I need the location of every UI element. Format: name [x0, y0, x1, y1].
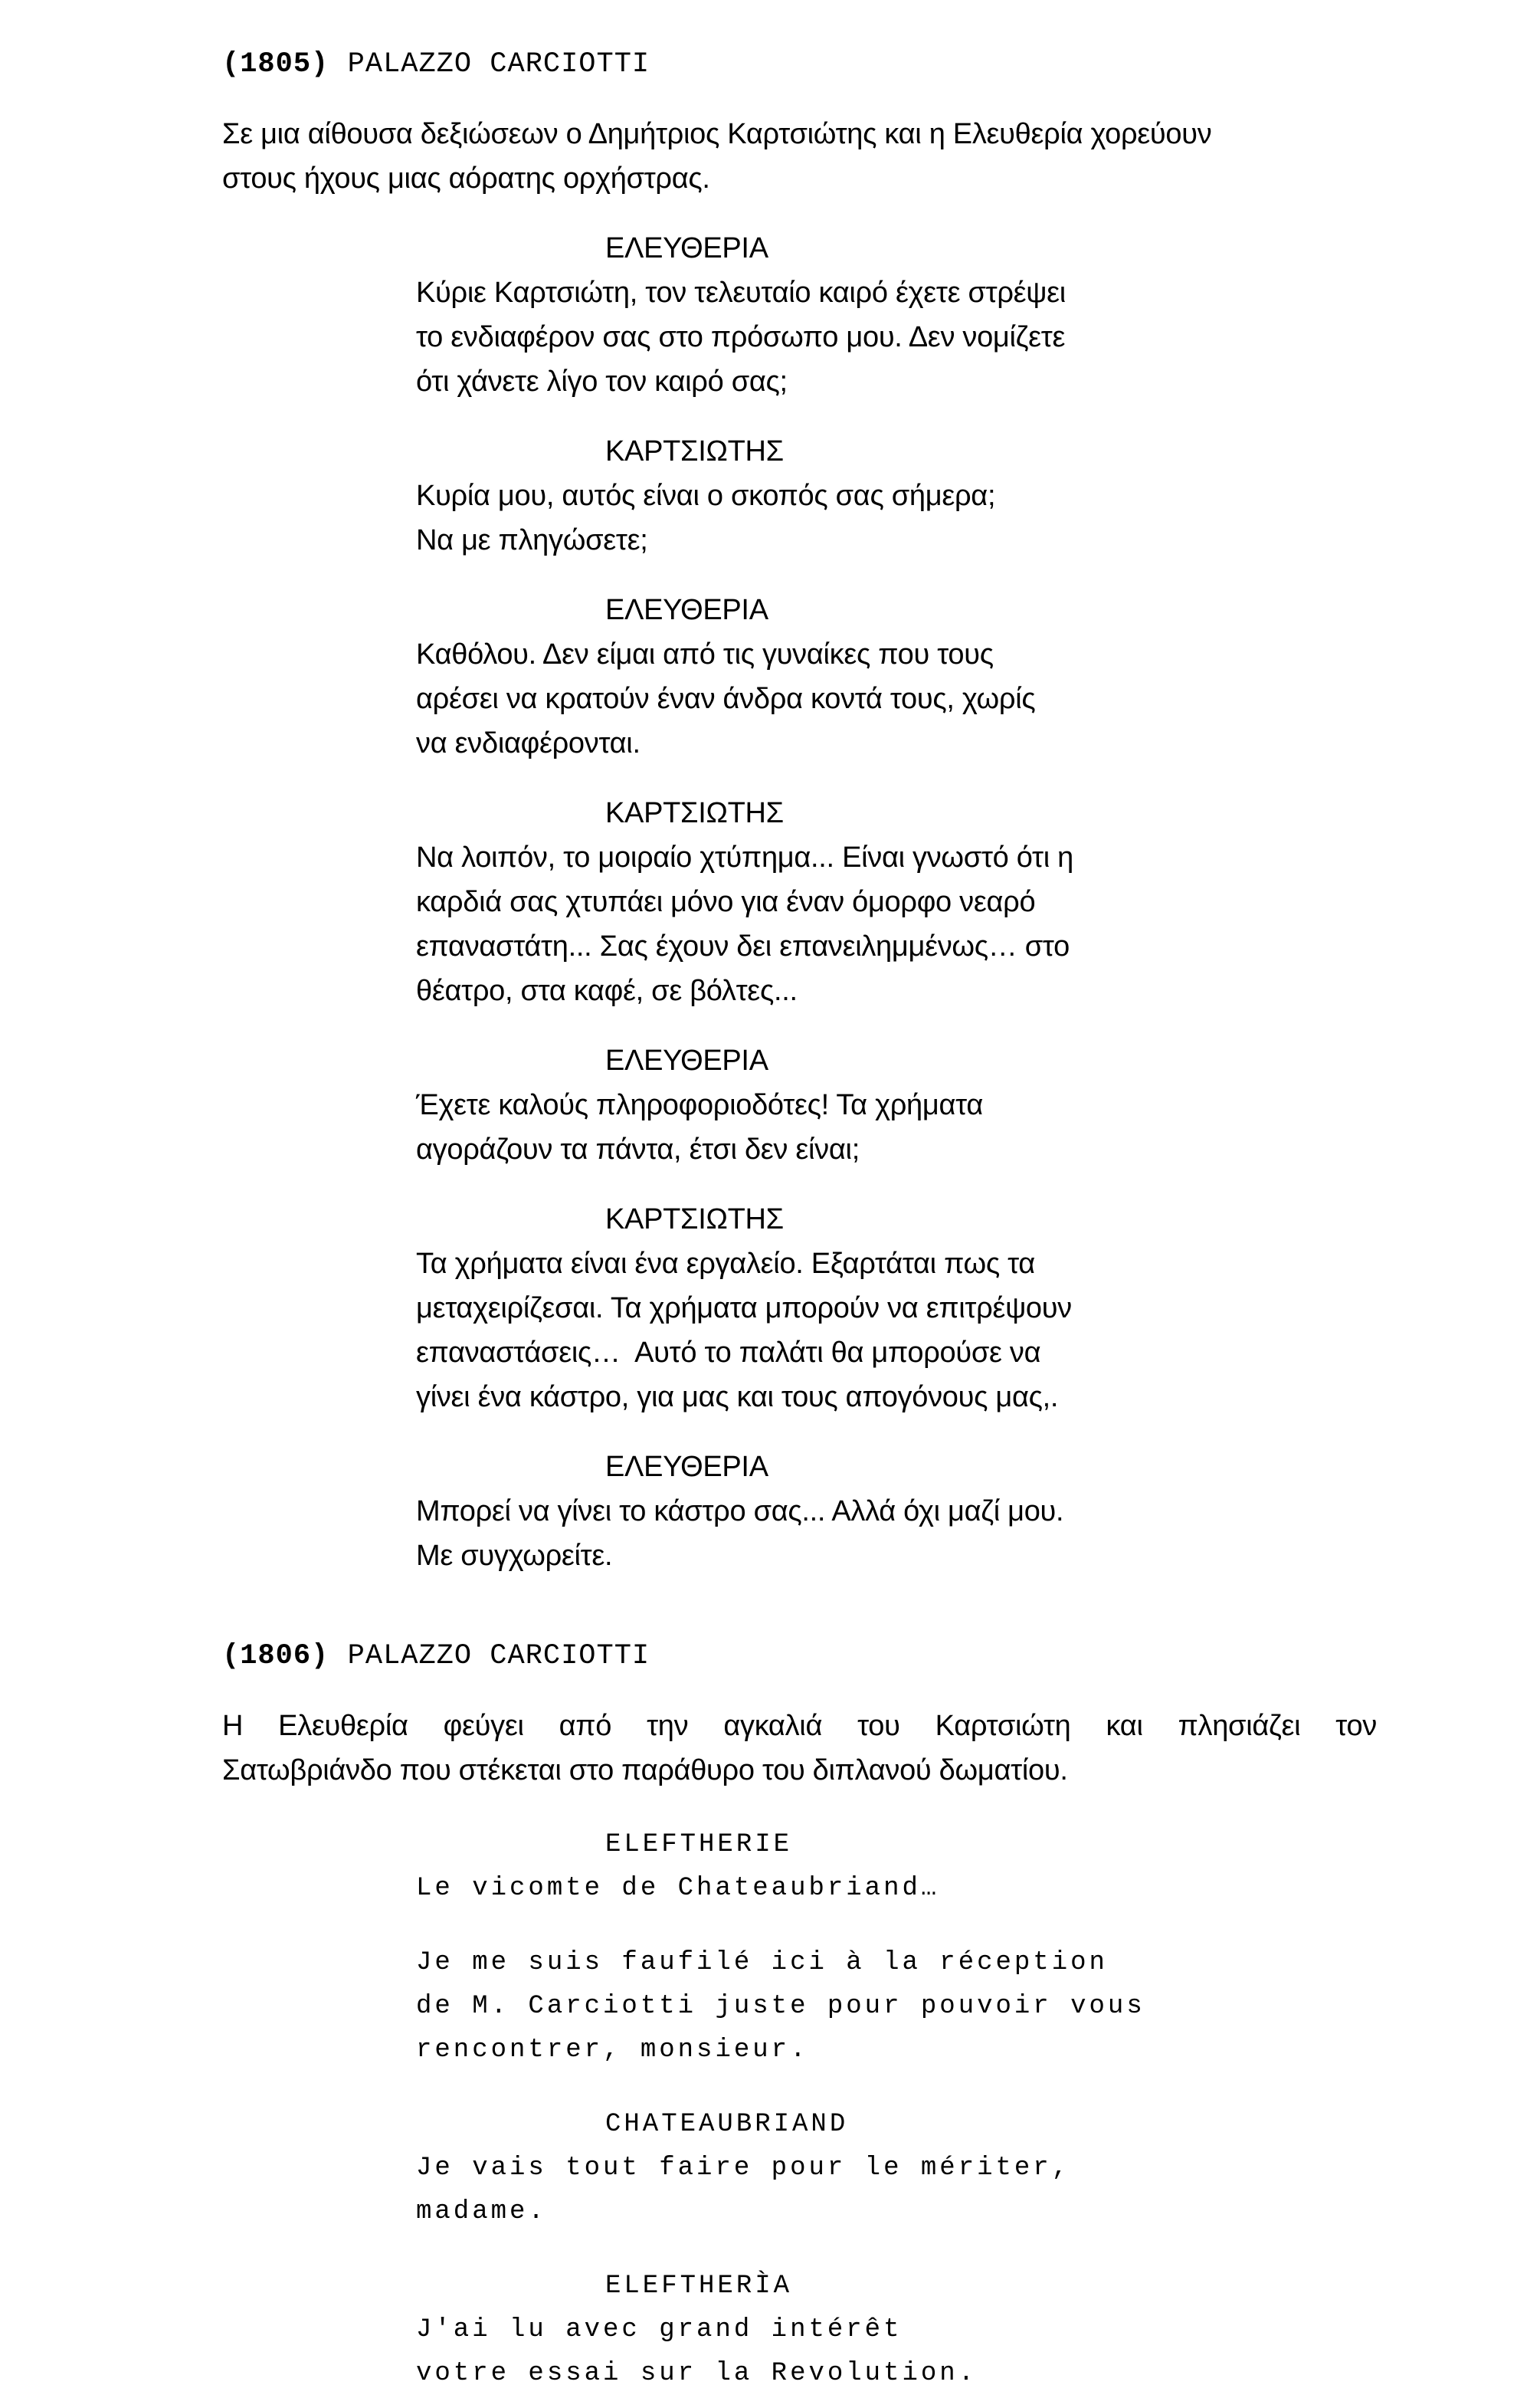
dialogue-block — [222, 226, 1377, 404]
dialogue-line: Έχετε καλούς πληροφοριοδότες! Τα χρήματα — [416, 1089, 983, 1121]
scene-location: PALAZZO CARCIOTTI — [347, 1640, 650, 1672]
dialogue-line: Τα χρήματα είναι ένα εργαλείο. Εξαρτάται πως τα — [416, 1248, 1035, 1280]
scene — [222, 48, 1377, 1578]
dialogue-line: madame. — [416, 2197, 547, 2226]
dialogue-line: Με συγχωρείτε. — [416, 1540, 613, 1572]
scene-number: (1806) — [222, 1640, 329, 1672]
dialogue-block — [222, 1038, 1377, 1172]
character-name: ELEFTHERÌA — [605, 2272, 793, 2301]
character-name: ΕΛΕΥΘΕΡΙΑ — [605, 232, 768, 264]
scene-heading — [222, 1639, 1377, 1673]
dialogue-line: Να με πληγώσετε; — [416, 524, 648, 556]
scene-location: PALAZZO CARCIOTTI — [347, 48, 650, 80]
action-paragraph — [222, 1704, 1377, 1793]
dialogue-line: αγοράζουν τα πάντα, έτσι δεν είναι; — [416, 1133, 860, 1166]
dialogue-line: ότι χάνετε λίγο τον καιρό σας; — [416, 366, 788, 398]
dialogue-line: επαναστάσεις… Αυτό το παλάτι θα μπορούσε να — [416, 1337, 1041, 1369]
dialogue-line: γίνει ένα κάστρο, για μας και τους απογόνους μας,. — [416, 1381, 1059, 1413]
dialogue-block — [222, 1823, 1377, 1911]
dialogue-line: Μπορεί να γίνει το κάστρο σας... Αλλά όχι μαζί μου. — [416, 1495, 1064, 1527]
dialogue-line: επαναστάτη... Σας έχουν δει επανειλημμένως… στο — [416, 930, 1070, 963]
dialogue-line: Κύριε Καρτσιώτη, τον τελευταίο καιρό έχετε στρέψει — [416, 277, 1066, 309]
character-name: ΕΛΕΥΘΕΡΙΑ — [605, 1451, 768, 1483]
character-name: CHATEAUBRIAND — [605, 2110, 849, 2139]
dialogue-block — [222, 1445, 1377, 1578]
scene — [222, 1639, 1377, 2396]
dialogue-line: Je me suis faufilé ici à la réception — [416, 1948, 1108, 1977]
dialogue-line: Je vais tout faire pour le mériter, — [416, 2154, 1071, 2183]
dialogue-block — [222, 791, 1377, 1013]
dialogue-line: Le vicomte de Chateaubriand… — [416, 1874, 940, 1903]
action-line: στους ήχους μιας αόρατης ορχήστρας. — [222, 162, 710, 195]
action-line: Σατωβριάνδο που στέκεται στο παράθυρο του διπλανού δωματίου. — [222, 1754, 1068, 1786]
dialogue-line: Να λοιπόν, το μοιραίο χτύπημα... Είναι γνωστό ότι η — [416, 841, 1073, 874]
dialogue-line: να ενδιαφέρονται. — [416, 727, 641, 759]
dialogue-block — [222, 2265, 1377, 2396]
action-line: Η Ελευθερία φεύγει από την αγκαλιά του Καρτσιώτη και πλησιάζει τον — [222, 1710, 1377, 1742]
dialogue-line: μεταχειρίζεσαι. Τα χρήματα μπορούν να επιτρέψουν — [416, 1292, 1072, 1324]
dialogue-line: θέατρο, στα καφέ, σε βόλτες... — [416, 975, 798, 1007]
dialogue-line: καρδιά σας χτυπάει μόνο για έναν όμορφο νεαρό — [416, 886, 1036, 918]
dialogue-block — [222, 1941, 1377, 2072]
dialogue-line: de M. Carciotti juste pour pouvoir vous — [416, 1992, 1145, 2021]
dialogue-block — [222, 588, 1377, 766]
dialogue-block — [222, 2103, 1377, 2234]
character-name: ΚΑΡΤΣΙΩΤΗΣ — [605, 1203, 784, 1235]
character-name: ΕΛΕΥΘΕΡΙΑ — [605, 1045, 768, 1077]
action-line: Σε μια αίθουσα δεξιώσεων ο Δημήτριος Καρτσιώτης και η Ελευθερία χορεύουν — [222, 118, 1212, 150]
dialogue-line: Κυρία μου, αυτός είναι ο σκοπός σας σήμερα; — [416, 480, 996, 512]
dialogue-line: το ενδιαφέρον σας στο πρόσωπο μου. Δεν νομίζετε — [416, 321, 1066, 353]
dialogue-line: J'ai lu avec grand intérêt — [416, 2315, 903, 2344]
scene-number: (1805) — [222, 48, 329, 80]
dialogue-line: votre essai sur la Revolution. — [416, 2359, 978, 2388]
scene-heading — [222, 48, 1377, 81]
action-paragraph — [222, 112, 1377, 201]
dialogue-line: αρέσει να κρατούν έναν άνδρα κοντά τους, χωρίς — [416, 683, 1036, 715]
character-name: ΚΑΡΤΣΙΩΤΗΣ — [605, 797, 784, 829]
dialogue-line: rencontrer, monsieur. — [416, 2036, 809, 2065]
character-name: ΕΛΕΥΘΕΡΙΑ — [605, 594, 768, 626]
character-name: ELEFTHERIE — [605, 1830, 793, 1859]
dialogue-line: Καθόλου. Δεν είμαι από τις γυναίκες που τους — [416, 638, 994, 671]
dialogue-block — [222, 1197, 1377, 1419]
dialogue-block — [222, 429, 1377, 563]
character-name: ΚΑΡΤΣΙΩΤΗΣ — [605, 435, 784, 467]
